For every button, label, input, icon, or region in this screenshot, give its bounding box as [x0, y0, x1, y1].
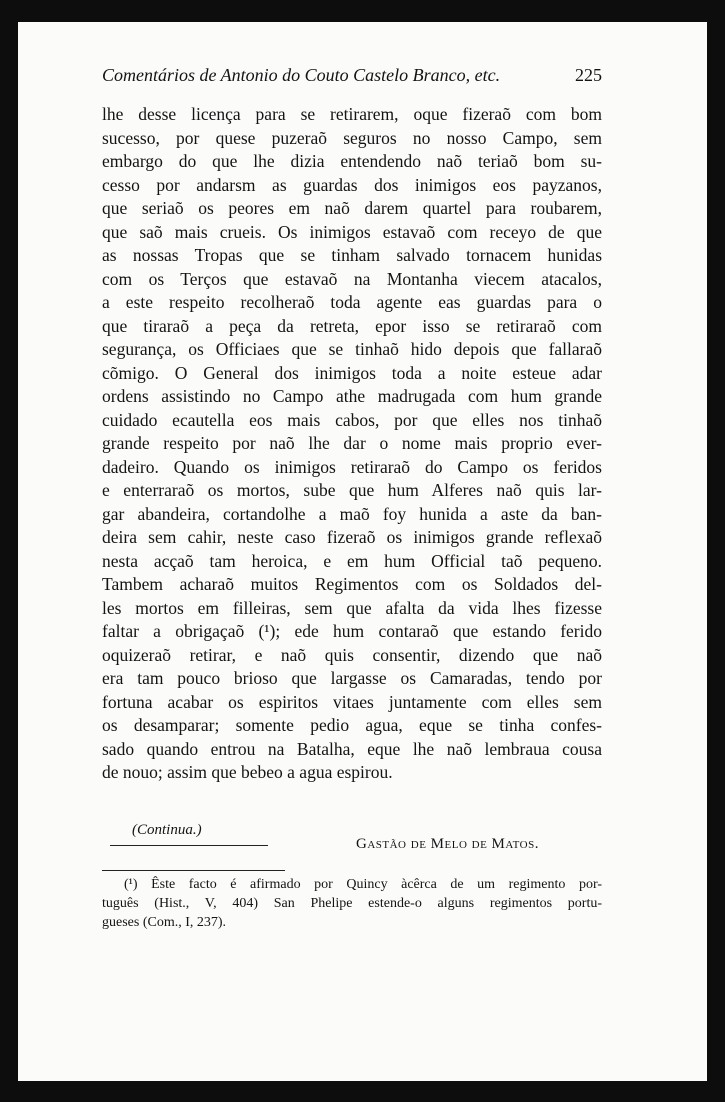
text-line: grande respeito por naõ lhe dar o nome mais proprio ever-	[102, 433, 602, 453]
text-line: com os Terços que estavaõ na Montanha viecem atacalos,	[102, 268, 602, 289]
text-line: os desamparar; somente pedio agua, eque se tinha confes-	[102, 715, 602, 735]
body-text	[102, 103, 602, 785]
text-line: les mortos em filleiras, sem que afalta da vida lhes fizesse	[102, 597, 602, 618]
author-signature: Gastão de Melo de Matos.	[356, 836, 539, 852]
text-line: lhe desse licença para se retirarem, oque fizeraõ com bom	[102, 104, 602, 124]
text-line: fortuna acabar os espiritos vitaes juntamente com elles sem	[102, 691, 602, 712]
text-line: cesso por andarsm as guardas dos inimigos eos payzanos,	[102, 174, 602, 195]
footnote-line: tuguês (Hist., V, 404) San Phelipe estende-o alguns regimentos portu-	[102, 896, 602, 911]
text-line: gar abandeira, cortandolhe a maõ foy hunida a aste da ban-	[102, 503, 602, 524]
text-line: e enterraraõ os mortos, sube que hum Alferes naõ quis lar-	[102, 480, 602, 500]
text-line: segurança, os Officiaes que se tinhaõ hido depois que fallaraõ	[102, 339, 602, 359]
continuation-rule	[110, 845, 268, 846]
text-line: sucesso, por quese puzeraõ seguros no nosso Campo, sem	[102, 127, 602, 148]
text-line: nesta acçaõ tam heroica, e em hum Official taõ pequeno.	[102, 550, 602, 571]
running-title: Comentários de Antonio do Couto Castelo Branco, etc.	[102, 65, 501, 85]
text-line: faltar a obrigaçaõ (¹); ede hum contaraõ que estando ferido	[102, 621, 602, 641]
text-line: Tambem acharaõ muitos Regimentos com os Soldados del-	[102, 574, 602, 594]
text-line: oquizeraõ retirar, e naõ quis consentir, dizendo que naõ	[102, 644, 602, 665]
footnote-line: (¹) Êste facto é afirmado por Quincy àcêrca de um regimento por-	[124, 877, 602, 892]
running-head	[102, 64, 602, 86]
text-line: sado quando entrou na Batalha, eque lhe naõ lembraua cousa	[102, 738, 602, 759]
footnote-line: gueses (Com., I, 237).	[102, 915, 227, 930]
text-line: deira sem cahir, neste caso fizeraõ os inimigos grande reflexaõ	[102, 527, 602, 547]
text-line: que seriaõ os peores em naõ darem quartel para roubarem,	[102, 198, 602, 218]
text-line: ordens assistindo no Campo athe madrugada com hum grande	[102, 386, 602, 406]
footnote-rule	[102, 870, 285, 871]
text-line: de nouo; assim que bebeo a agua espirou.	[102, 762, 393, 782]
text-line: cuidado ecautella eos mais cabos, por que elles nos tinhaõ	[102, 409, 602, 430]
text-line: a este respeito recolheraõ toda agente eas guardas para o	[102, 292, 602, 312]
text-line: era tam pouco brioso que largasse os Camaradas, tendo por	[102, 668, 602, 688]
text-line: dadeiro. Quando os inimigos retiraraõ do Campo os feridos	[102, 456, 602, 477]
text-line: que tiraraõ a peça da retreta, epor isso se retiraraõ com	[102, 315, 602, 336]
text-line: cõmigo. O General dos inimigos toda a noite esteue adar	[102, 362, 602, 383]
page-number: 225	[575, 65, 602, 85]
text-line: embargo do que lhe dizia entendendo naõ teriaõ bom su-	[102, 151, 602, 171]
text-line: que saõ mais crueis. Os inimigos estavaõ com receyo de que	[102, 221, 602, 242]
continuation-note: (Continua.)	[132, 822, 202, 838]
footnote	[102, 875, 602, 932]
text-line: as nossas Tropas que se tinham salvado tornacem hunidas	[102, 245, 602, 265]
book-page	[18, 22, 707, 1081]
